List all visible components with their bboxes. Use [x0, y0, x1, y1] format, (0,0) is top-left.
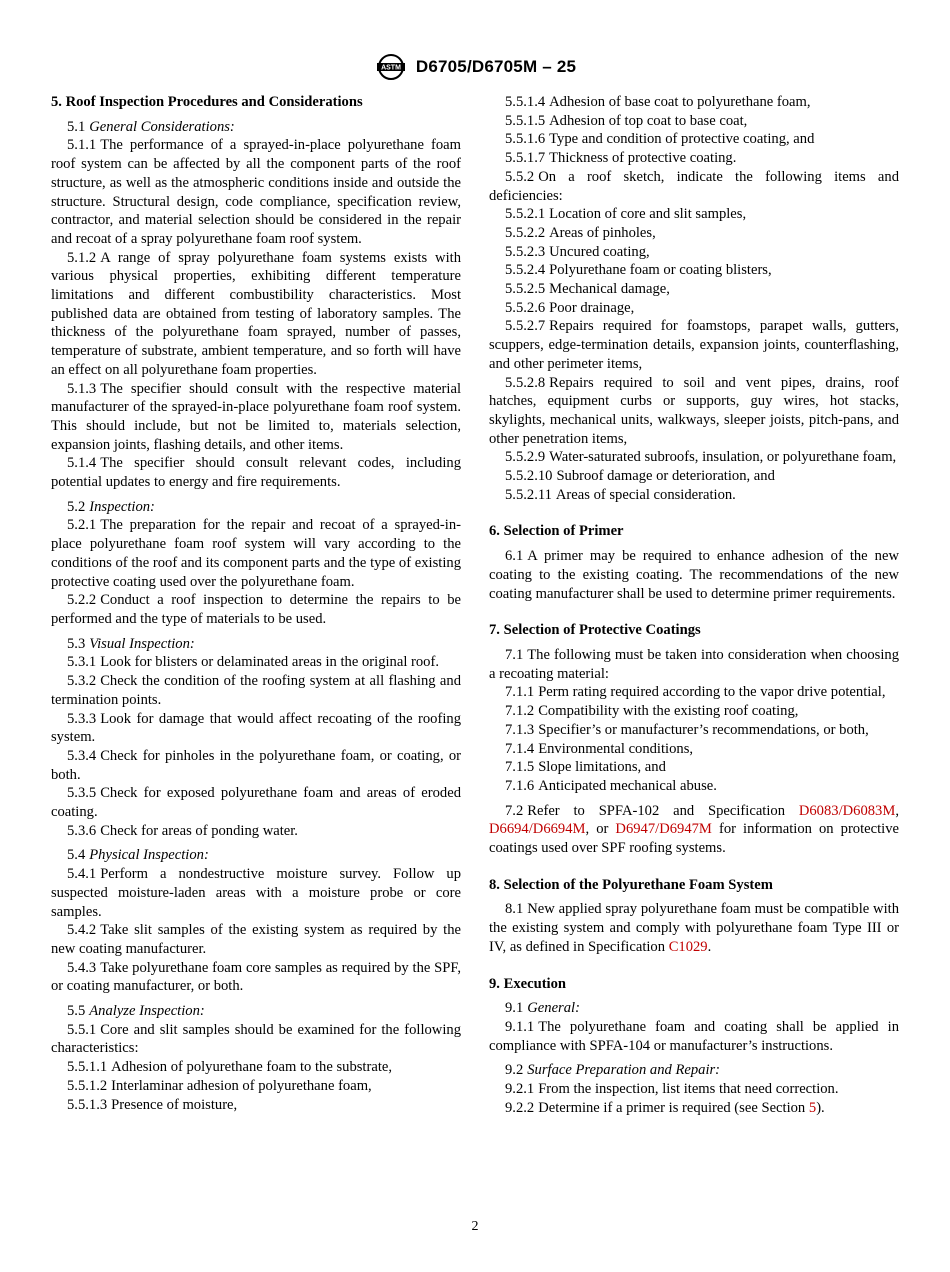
clause-6-1: 6.1 A primer may be required to enhance adhesion of the new coating to the existing coating. The recommendations of the new coating manufacturer shall be used to determine primer requirements. [489, 548, 899, 602]
clause-5-5-1-5: 5.5.1.5 Adhesion of top coat to base coat, [505, 112, 748, 129]
clause-7-1-5: 7.1.5 Slope limitations, and [505, 759, 666, 776]
clause-5-5-2-3: 5.5.2.3 Uncured coating, [505, 243, 650, 260]
clause-5-5-2-11: 5.5.2.11 Areas of special consideration. [505, 486, 736, 503]
clause-5-4-3: 5.4.3 Take polyurethane foam core samples as required by the SPF, or coating manufacturer, or both. [51, 959, 461, 995]
clause-5-5-2-4: 5.5.2.4 Polyurethane foam or coating blisters, [505, 262, 772, 279]
section-9-heading: 9. Execution [489, 975, 567, 992]
clause-5-3-5: 5.3.5 Check for exposed polyurethane foam and areas of eroded coating. [51, 785, 461, 821]
clause-5-2: 5.2 Inspection: [67, 498, 155, 515]
clause-5-4-2: 5.4.2 Take slit samples of the existing system as required by the new coating manufacturer. [51, 922, 461, 957]
left-column [51, 93, 461, 1114]
clause-5-5-2-8: 5.5.2.8 Repairs required to soil and vent pipes, drains, roof hatches, equipment curbs or supports, guy wires, hot stacks, skylights, mechanical units, walkways, sleeper joists, pitch-pans, and other penetration items, [489, 374, 899, 447]
right-column [489, 93, 899, 1117]
clause-5-4: 5.4 Physical Inspection: [67, 847, 209, 864]
clause-5-5-1-3: 5.5.1.3 Presence of moisture, [67, 1096, 238, 1113]
clause-5-5-1-4: 5.5.1.4 Adhesion of base coat to polyurethane foam, [505, 94, 811, 110]
clause-9-2-2: 9.2.2 Determine if a primer is required (see Section 5). [505, 1099, 825, 1116]
page-header [0, 50, 950, 84]
clause-7-1: 7.1 The following must be taken into consideration when choosing a recoating material: [489, 646, 899, 682]
svg-text:ASTM: ASTM [380, 64, 401, 72]
link-d6083[interactable]: D6083/D6083M [798, 802, 896, 819]
clause-7-1-3: 7.1.3 Specifier’s or manufacturer’s recommendations, or both, [505, 721, 869, 738]
page-number: 2 [471, 1219, 479, 1234]
clause-5-5-2-10: 5.5.2.10 Subroof damage or deterioration, and [505, 468, 775, 485]
clause-5-1-2: 5.1.2 A range of spray polyurethane foam systems exists with various physical properties, exhibiting different temperature limitations and different combustibility characteristics. Most published data are obtained from testing of laboratory samples. The thickness of the polyurethane foam sprayed, number of passes, temperature of substrate, ambient temperature, and so forth will have an effect on all polyurethane foam properties. [51, 249, 461, 378]
clause-9-2: 9.2 Surface Preparation and Repair: [505, 1062, 721, 1079]
clause-7-1-1: 7.1.1 Perm rating required according to the vapor drive potential, [505, 684, 886, 701]
clause-8-1: 8.1 New applied spray polyurethane foam must be compatible with the existing system and comply with polyurethane foam Type III or IV, as defined in Specification C1029. [489, 901, 899, 955]
clause-5-3-3: 5.3.3 Look for damage that would affect recoating of the roofing system. [51, 710, 461, 746]
section-8-heading: 8. Selection of the Polyurethane Foam System [489, 876, 773, 893]
clause-9-2-1: 9.2.1 From the inspection, list items that need correction. [505, 1081, 839, 1098]
clause-7-1-2: 7.1.2 Compatibility with the existing roof coating, [505, 703, 799, 720]
clause-5-3-6: 5.3.6 Check for areas of ponding water. [67, 822, 298, 839]
clause-5-3-4: 5.3.4 Check for pinholes in the polyurethane foam, or coating, or both. [51, 747, 461, 783]
clause-5-5-2-9: 5.5.2.9 Water-saturated subroofs, insulation, or polyurethane foam, [505, 449, 897, 466]
clause-5-1: 5.1 General Considerations: [67, 118, 235, 135]
clause-5-5-2-5: 5.5.2.5 Mechanical damage, [505, 281, 670, 298]
link-d6694[interactable]: D6694/D6694M [489, 821, 586, 838]
clause-5-4-1: 5.4.1 Perform a nondestructive moisture survey. Follow up suspected moisture-laden areas with a moisture probe or core samples. [51, 866, 461, 920]
standard-designation: D6705/D6705M – 25 [415, 57, 577, 76]
clause-9-1: 9.1 General: [505, 1000, 580, 1017]
link-c1029[interactable]: C1029 [668, 938, 708, 955]
clause-5-1-1: 5.1.1 The performance of a sprayed-in-place polyurethane foam roof system can be affected by all the component parts of the roof structure, as well as the atmospheric conditions inside and outside the structure. Structural design, code compliance, specification review, contractor, and material selection should be considered in the repair and recoat of a spray polyurethane foam roof system. [51, 137, 461, 247]
clause-5-1-3: 5.1.3 The specifier should consult with the respective material manufacturer of the sprayed-in-place polyurethane foam roof system. This should include, but not be limited to, materials selection, expansion joints, flashing details, and other items. [51, 380, 461, 453]
clause-5-5-2: 5.5.2 On a roof sketch, indicate the following items and deficiencies: [489, 168, 899, 204]
clause-5-5-2-1: 5.5.2.1 Location of core and slit samples, [505, 206, 747, 223]
clause-5-2-2: 5.2.2 Conduct a roof inspection to determine the repairs to be performed and the type of materials to be used. [51, 592, 461, 627]
clause-5-5-1-1: 5.5.1.1 Adhesion of polyurethane foam to the substrate, [67, 1059, 392, 1076]
clause-5-3: 5.3 Visual Inspection: [67, 635, 195, 652]
section-5-heading: 5. Roof Inspection Procedures and Considerations [51, 94, 363, 110]
link-section-5[interactable]: 5 [808, 1099, 817, 1116]
clause-5-5-2-2: 5.5.2.2 Areas of pinholes, [505, 224, 656, 241]
clause-5-3-1: 5.3.1 Look for blisters or delaminated areas in the original roof. [67, 654, 439, 671]
link-d6947[interactable]: D6947/D6947M [615, 821, 712, 838]
clause-5-5-1-7: 5.5.1.7 Thickness of protective coating. [505, 150, 737, 167]
clause-7-2: 7.2 Refer to SPFA-102 and Specification D6083/D6083M, D6694/D6694M, or D6947/D6947M for information on protective coatings used over SPF roofing systems. [489, 802, 899, 857]
clause-5-5-1: 5.5.1 Core and slit samples should be examined for the following characteristics: [51, 1021, 461, 1057]
clause-5-1-4: 5.1.4 The specifier should consult relevant codes, including potential updates to energy and fire requirements. [51, 455, 461, 491]
clause-7-1-4: 7.1.4 Environmental conditions, [505, 740, 694, 757]
section-7-heading: 7. Selection of Protective Coatings [489, 622, 701, 639]
clause-9-1-1: 9.1.1 The polyurethane foam and coating shall be applied in compliance with SPFA-104 or manufacturer’s instructions. [489, 1018, 899, 1054]
clause-5-5-2-6: 5.5.2.6 Poor drainage, [505, 299, 635, 316]
clause-5-5-2-7: 5.5.2.7 Repairs required for foamstops, parapet walls, gutters, scuppers, edge-termination details, expansion joints, counterflashing, and other perimeter items, [489, 318, 899, 372]
clause-5-5-1-6: 5.5.1.6 Type and condition of protective coating, and [505, 131, 815, 148]
clause-5-5-1-2: 5.5.1.2 Interlaminar adhesion of polyurethane foam, [67, 1077, 372, 1094]
clause-7-1-6: 7.1.6 Anticipated mechanical abuse. [505, 777, 717, 794]
clause-5-5: 5.5 Analyze Inspection: [67, 1003, 205, 1020]
clause-5-2-1: 5.2.1 The preparation for the repair and recoat of a sprayed-in-place polyurethane foam roof system will vary according to the conditions of the roof and its component parts and the type of existing protective coating used over the polyurethane foam. [51, 517, 461, 590]
clause-5-3-2: 5.3.2 Check the condition of the roofing system at all flashing and termination points. [51, 673, 461, 708]
astm-logo-icon [374, 51, 408, 83]
section-6-heading: 6. Selection of Primer [489, 523, 624, 540]
